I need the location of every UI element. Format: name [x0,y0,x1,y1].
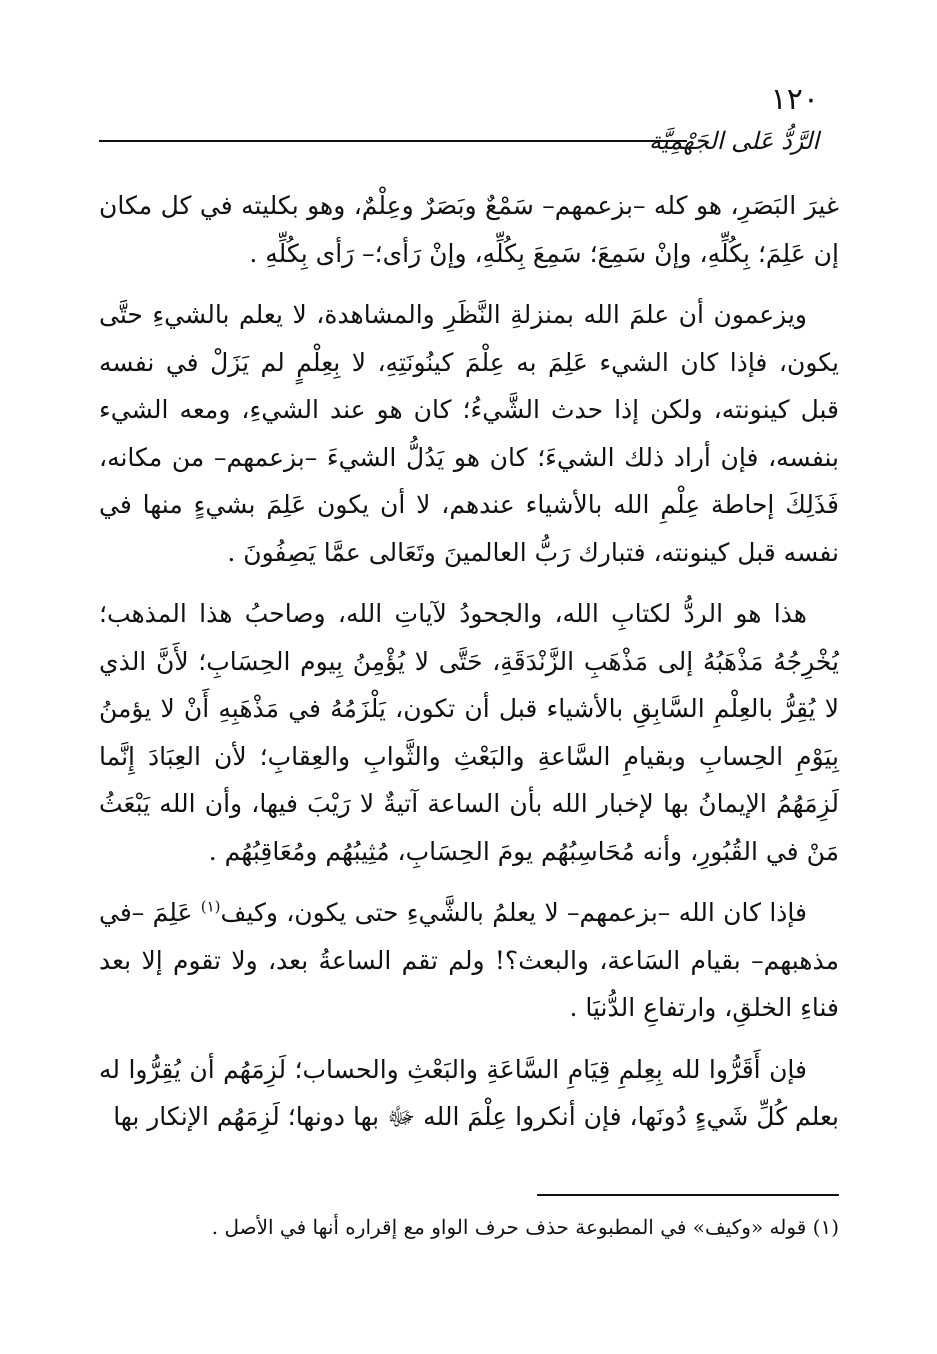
paragraph: هذا هو الردُّ لكتابِ الله، والجحودُ لآياتِ الله، وصاحبُ هذا المذهب؛ يُخْرِجُهُ مَذْهَبُهُ إلى مَذْهَبِ الزَّنْدَقَةِ، حَتَّى لا يُؤْمِنُ بِيوم الحِسَابِ؛ لأَنَّ الذي لا يُقِرُّ بالعِلْمِ السَّابِقِ بالأشياء قبل أن تكون، يَلْزَمُهُ في مَذْهَبِهِ أَنْ لا يؤمنُ بِيَوْمِ الحِسابِ وبقيامِ السَّاعةِ والبَعْثِ والثَّوابِ والعِقابِ؛ لأن العِبَادَ إِنَّما لَزِمَهُمُ الإيمانُ بها لإخبار الله بأن الساعة آتيةٌ لا رَيْبَ فيها، وأن الله يَبْعَثُ مَنْ في القُبُورِ، وأنه مُحَاسِبُهُم يومَ الحِسَابِ، مُثِيبُهُم ومُعَاقِبُهُم . [99,599,839,866]
paragraph-with-footnote [99,889,839,1032]
paragraph-text: فإذا كان الله –بزعمهم– لا يعلمُ بالشَّيءِ حتى يكون، وكيف [220,898,807,927]
paragraph: غيرَ البَصَرِ، هو كله –بزعمهم– سَمْعٌ وبَصَرٌ وعِلْمٌ، وهو بكليته في كل مكان إن عَلِمَ؛ بِكُلِّهِ، وإنْ سَمِعَ؛ سَمِعَ بِكُلِّهِ، وإنْ رَأى؛– رَأى بِكُلِّهِ . [99,191,839,268]
footnote-rule [537,1194,839,1196]
page-number: ١٢٠ [770,82,819,117]
main-text [99,182,839,1155]
footnote-marker[interactable]: (١) [200,897,221,916]
footnote: (١) قوله «وكيف» في المطبوعة حذف حرف الواو مع إقراره أنها في الأصل . [211,1215,839,1239]
header-rule [99,140,687,142]
paragraph-text-continued: عَلِمَ –في مذهبهم– بقيام السَاعة، والبعث؟! ولم تقم الساعةُ بعد، ولا تقوم إلا بعد فناءِ الخلقِ، وارتفاعِ الدُّنيَا . [99,898,839,1022]
running-header [99,120,819,170]
paragraph: ويزعمون أن علمَ الله بمنزلةِ النَّظَرِ والمشاهدة، لا يعلم بالشيءِ حتَّى يكون، فإذا كان الشيء عَلِمَ به عِلْمَ كينُونَتِهِ، لا بِعِلْمٍ لم يَزَلْ في نفسه قبل كينونته، ولكن إذا حدث الشَّيءُ؛ كان هو عند الشيءِ، ومعه الشيء بنفسه، فإن أراد ذلك الشيءَ؛ كان هو يَدُلُّ الشيءَ –بزعمهم– من مكانه، فَذَلِكَ إحاطة عِلْمِ الله بالأشياء عندهم، لا أن يكون عَلِمَ بشيءٍ منها في نفسه قبل كينونته، فتبارك رَبُّ العالمينَ وتَعَالى عمَّا يَصِفُونَ . [99,300,839,567]
running-title: الرَّدُّ عَلى الجَهْمِيَّة [649,127,819,155]
paragraph: فإن أَقَرُّوا لله بِعِلمِ قِيَامِ السَّاعَةِ والبَعْثِ والحساب؛ لَزِمَهُم أن يُقِرُّوا له بعلم كُلِّ شَيءٍ دُونَها، فإن أنكروا عِلْمَ الله ﷻ بها دونها؛ لَزِمَهُم الإنكار بها [99,1054,839,1131]
